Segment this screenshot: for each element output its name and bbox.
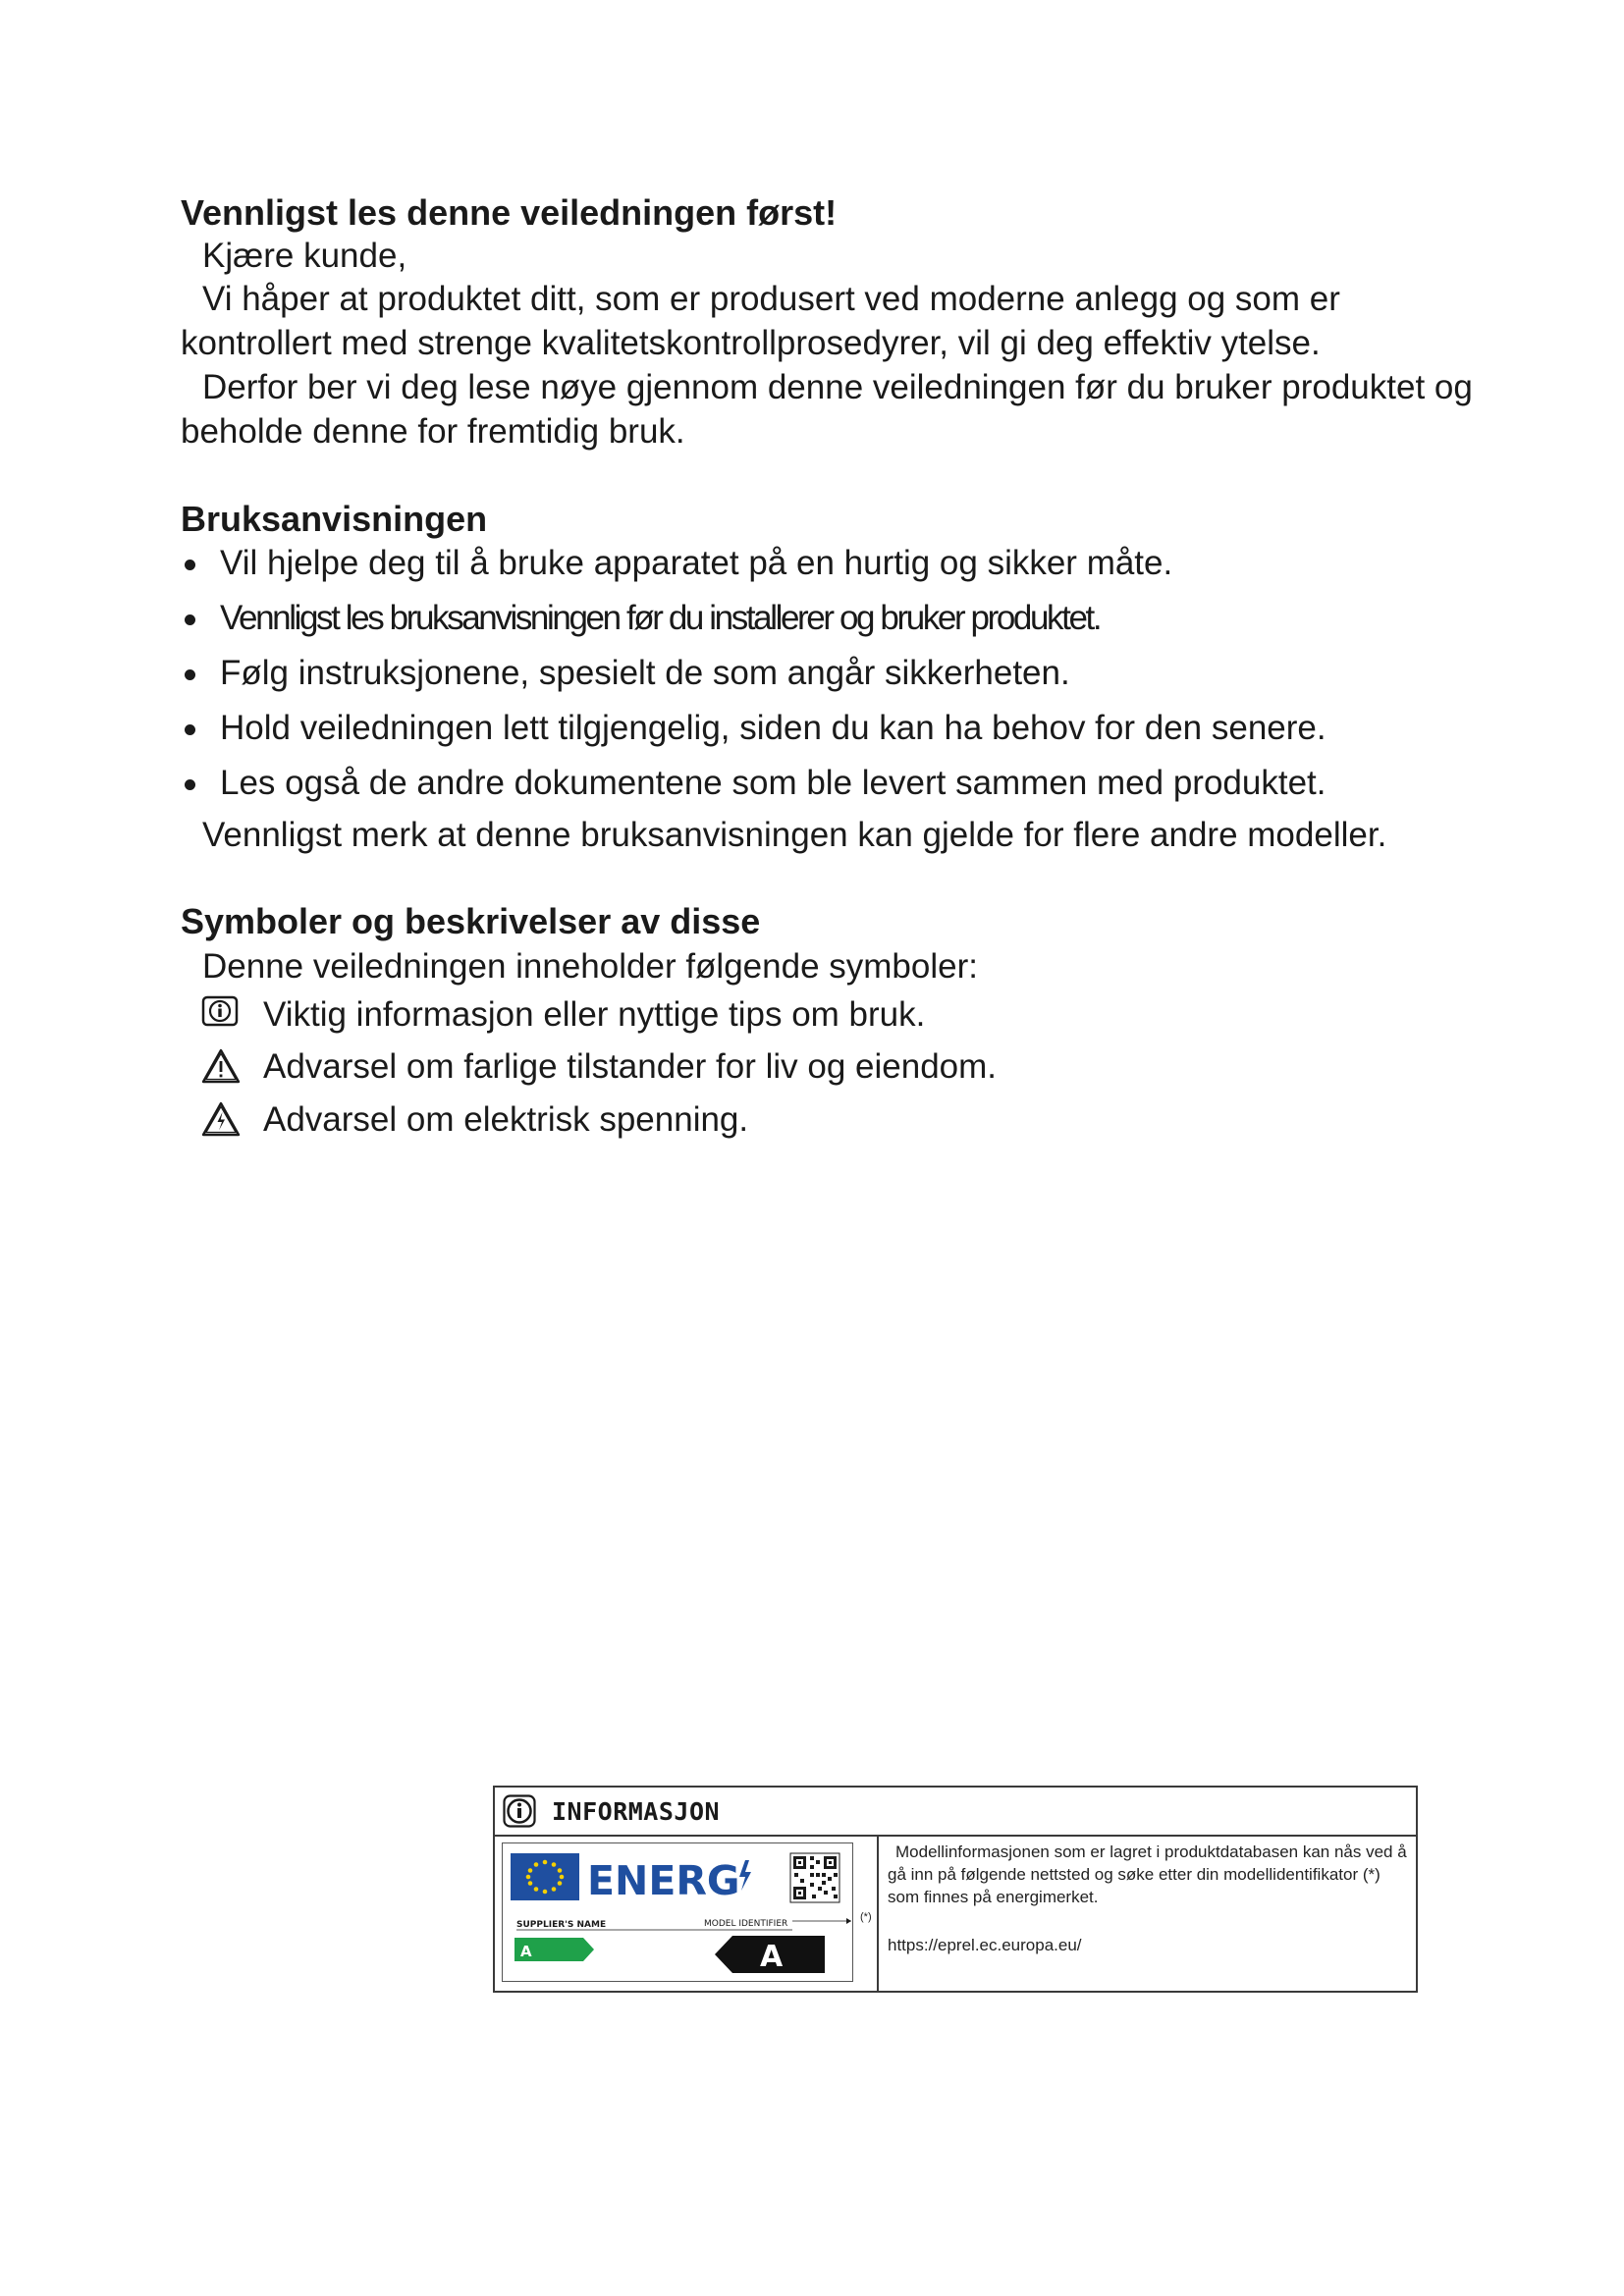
- info-box-title: INFORMASJON: [552, 1797, 721, 1826]
- bullet-icon: [185, 779, 195, 790]
- model-identifier-label: MODEL IDENTIFIER: [704, 1919, 788, 1929]
- bullet-text: Hold veiledningen lett tilgjengelig, siden du kan ha behov for den senere.: [220, 709, 1326, 747]
- bullet-text: Følg instruksjonene, spesielt de som angår sikkerheten.: [220, 654, 1070, 692]
- info-box-description: Modellinformasjonen som er lagret i produktdatabasen kan nås ved å gå inn på følgende nettsted og søke etter din modellidentifikator (*) som finnes på energimerket.: [888, 1842, 1407, 1906]
- symbols-heading: Symboler og beskrivelser av disse: [181, 901, 761, 941]
- bullet-text: Vil hjelpe deg til å bruke apparatet på en hurtig og sikker måte.: [220, 544, 1173, 582]
- list-item: [181, 536, 1326, 591]
- info-box-text: [888, 1841, 1408, 1908]
- bullet-icon: [185, 614, 195, 625]
- intro-paragraph-2: Derfor ber vi deg lese nøye gjennom denne veiledningen før du bruker produktet og beholde denne for fremtidig bruk.: [181, 368, 1473, 451]
- symbols-intro: Denne veiledningen inneholder følgende symboler:: [202, 947, 978, 986]
- warning-icon: [200, 1046, 242, 1088]
- info-box-header: [495, 1788, 1416, 1837]
- qr-code-icon: [790, 1853, 839, 1902]
- symbol-row-info: [200, 994, 925, 1036]
- intro-heading: Vennligst les denne veiledningen først!: [181, 192, 838, 233]
- symbol-row-warning: [200, 1046, 997, 1088]
- bullet-icon: [185, 669, 195, 680]
- energy-label: [502, 1842, 853, 1982]
- list-item: [181, 701, 1326, 756]
- bullet-icon: [185, 724, 195, 735]
- energy-word: ENERG: [587, 1857, 740, 1904]
- electric-warning-icon: [200, 1099, 242, 1141]
- info-box: [493, 1786, 1418, 1993]
- arrow-icon: [846, 1918, 851, 1924]
- energy-class-indicator-label: A: [760, 1940, 784, 1974]
- energy-label-graphic: [503, 1843, 851, 1980]
- symbol-row-electric: [200, 1099, 748, 1141]
- energy-class-scale-label: A: [520, 1943, 532, 1960]
- bullet-icon: [185, 560, 195, 570]
- intro-paragraph-1: Vi håper at produktet ditt, som er produsert ved moderne anlegg og som er kontrollert med strenge kvalitetskontrollprosedyrer, vil gi deg effektiv ytelse.: [181, 280, 1340, 362]
- bullet-text: Vennligst les bruksanvisningen før du installerer og bruker produktet.: [220, 599, 1101, 637]
- bullet-text: Les også de andre dokumentene som ble levert sammen med produktet.: [220, 764, 1326, 802]
- info-icon: [200, 994, 242, 1036]
- supplier-name-label: SUPPLIER'S NAME: [516, 1920, 607, 1930]
- list-item: [181, 646, 1326, 701]
- info-icon: [503, 1794, 536, 1828]
- symbol-text: Advarsel om elektrisk spenning.: [263, 1100, 749, 1139]
- info-box-divider: [877, 1835, 879, 1992]
- greeting: Kjære kunde,: [202, 237, 407, 275]
- list-item: [181, 591, 1326, 646]
- symbol-text: Viktig informasjon eller nyttige tips om bruk.: [263, 995, 926, 1034]
- manual-heading: Bruksanvisningen: [181, 499, 488, 539]
- models-note: Vennligst merk at denne bruksanvisningen kan gjelde for flere andre modeller.: [202, 816, 1387, 854]
- eprel-link[interactable]: https://eprel.ec.europa.eu/: [888, 1936, 1082, 1954]
- symbol-text: Advarsel om farlige tilstander for liv og eiendom.: [263, 1047, 998, 1086]
- list-item: [181, 756, 1326, 811]
- bolt-icon: [739, 1860, 751, 1891]
- footnote-marker: (*): [860, 1911, 872, 1923]
- manual-bullet-list: [181, 536, 1326, 811]
